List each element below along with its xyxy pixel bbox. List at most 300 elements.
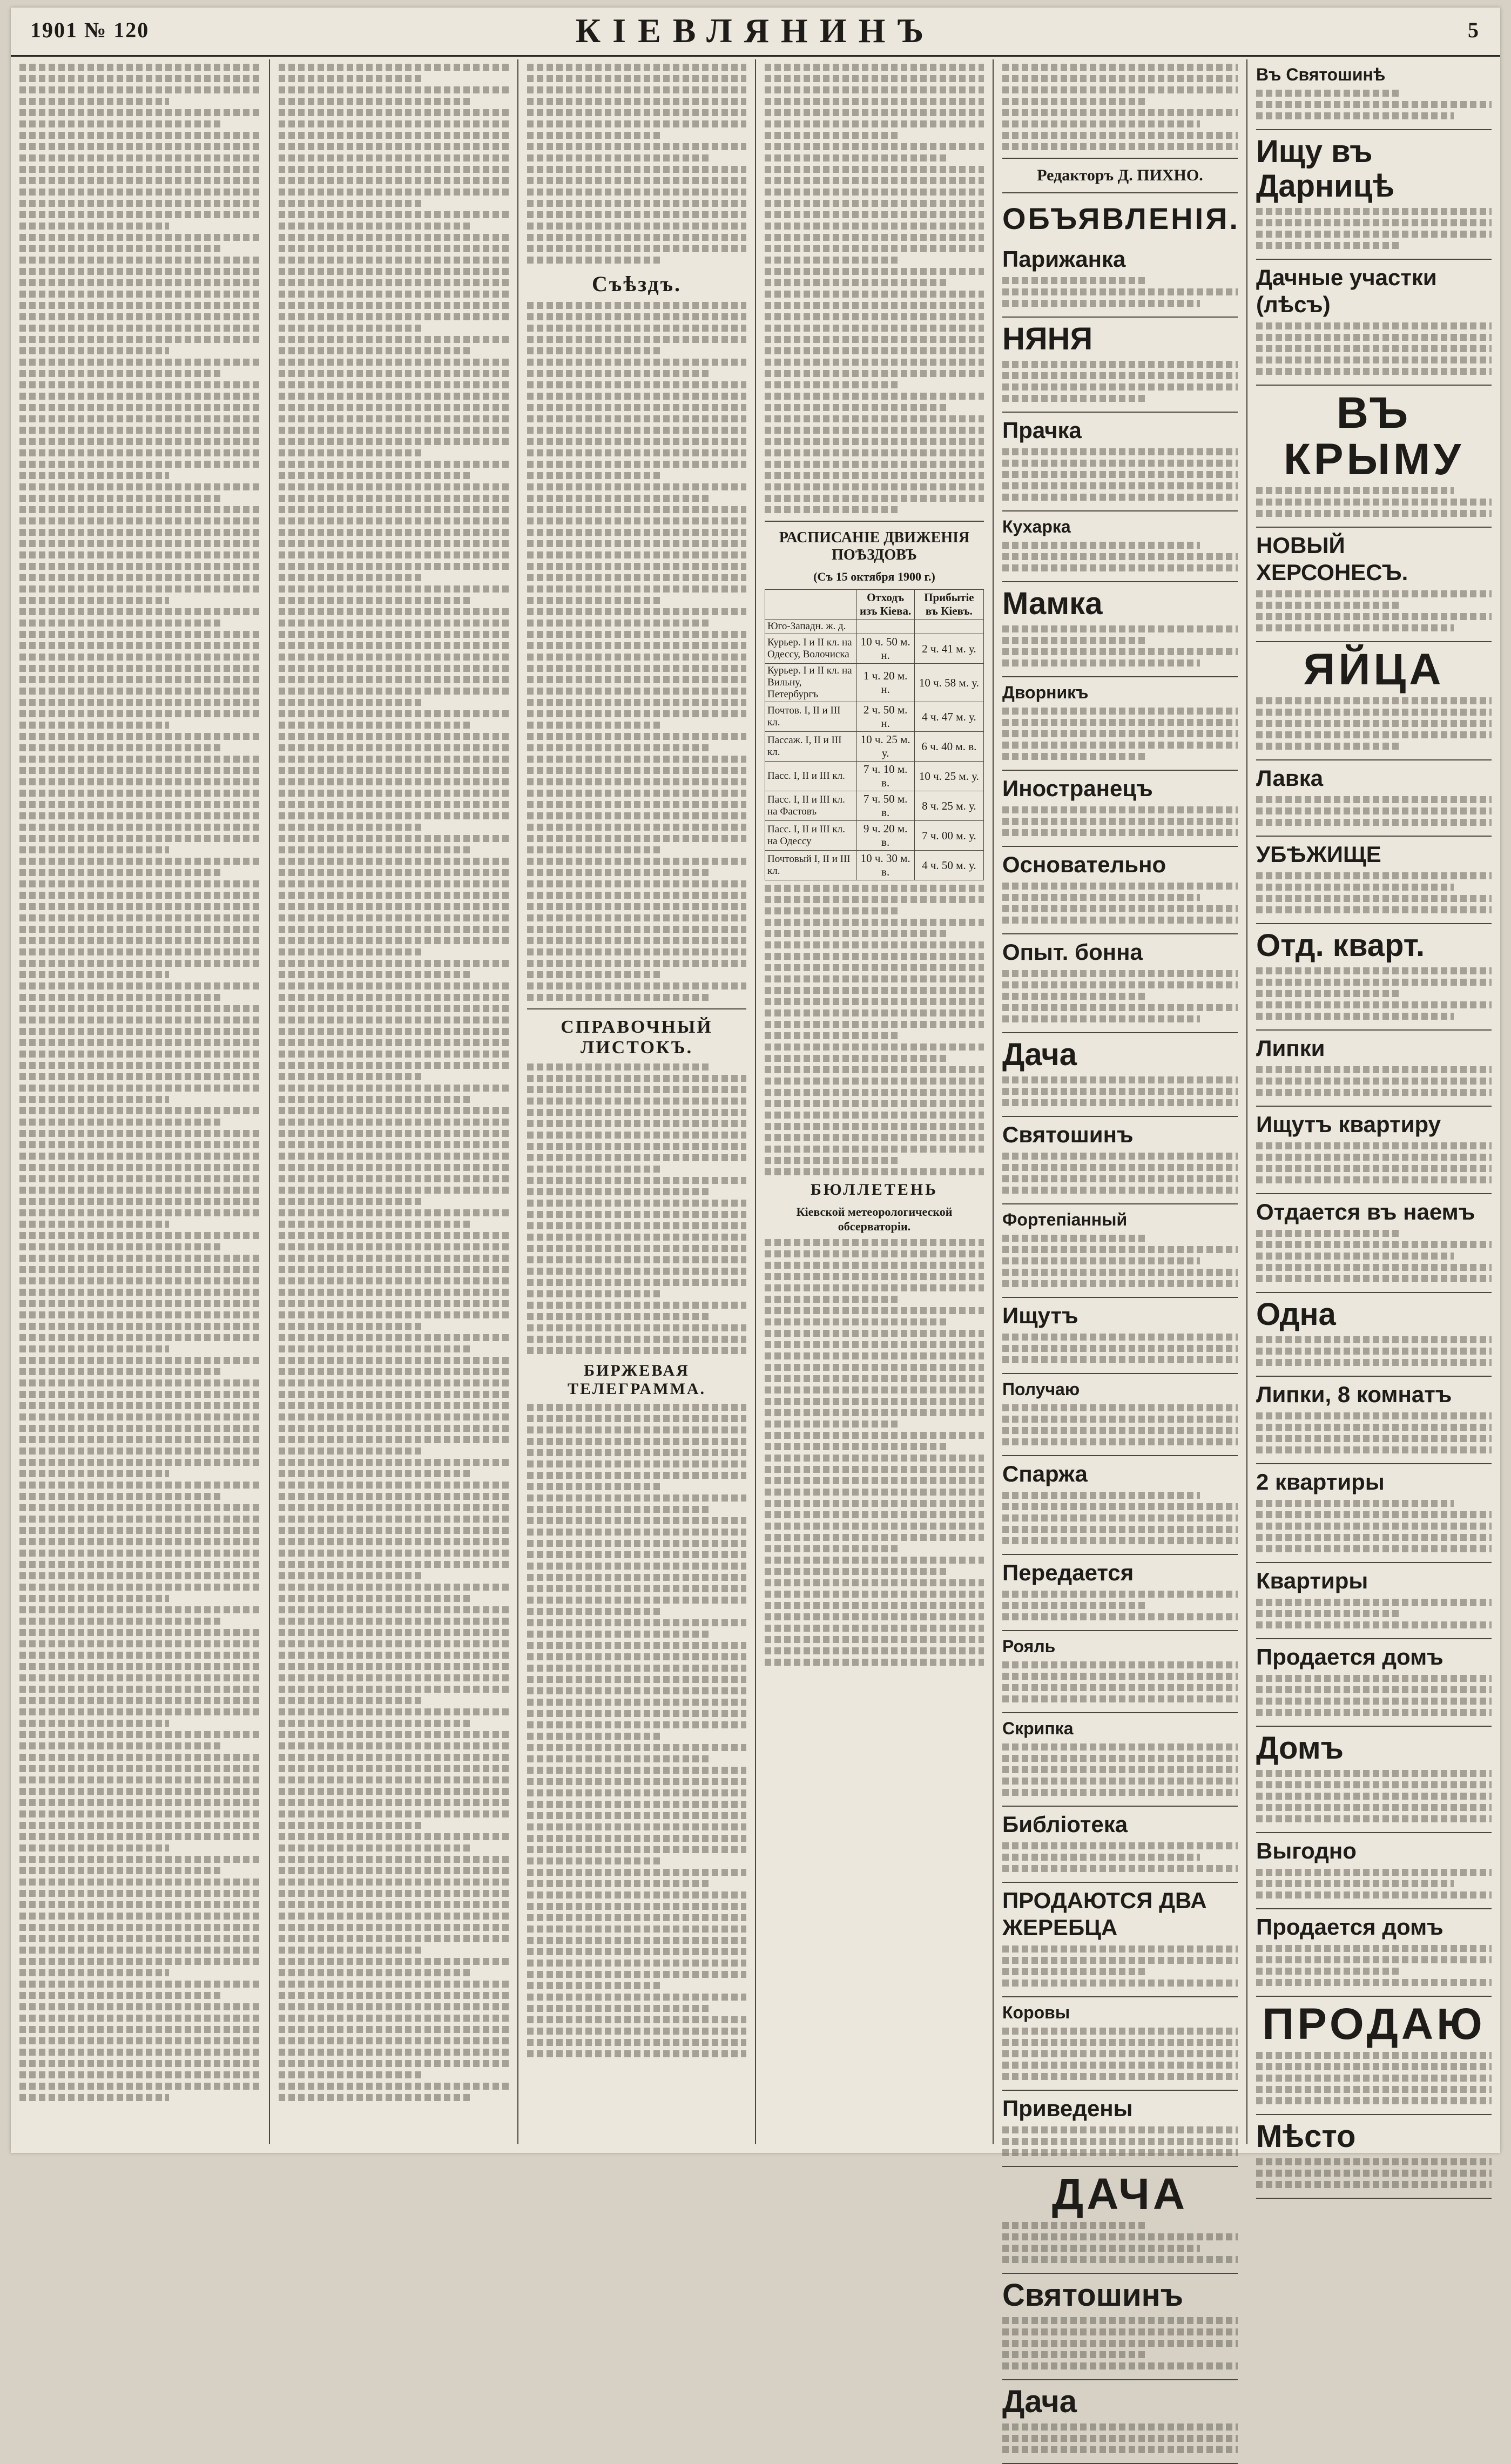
text-line	[765, 1466, 984, 1473]
text-line	[19, 2003, 260, 2010]
text-line	[279, 132, 509, 139]
text-line	[19, 1504, 260, 1511]
text-line	[765, 86, 984, 93]
ad-headline: Спаржа	[1002, 1461, 1088, 1486]
text-line	[19, 744, 222, 751]
text-line	[765, 1341, 984, 1348]
text-line	[19, 461, 260, 468]
masthead	[11, 8, 1500, 57]
text-line	[1002, 905, 1238, 912]
text-line	[279, 1901, 509, 1908]
ad-body	[1002, 542, 1238, 571]
text-line	[279, 835, 509, 842]
text-line	[765, 1284, 984, 1291]
text-line	[279, 2094, 472, 2101]
text-line	[1256, 1599, 1492, 1606]
text-line	[279, 279, 509, 286]
text-line	[527, 1154, 746, 1161]
timetable-cell-depart: 7 ч. 10 м. в.	[856, 762, 914, 791]
text-line	[279, 563, 509, 570]
text-line	[1256, 1610, 1402, 1617]
text-line	[1256, 906, 1492, 913]
timetable-cell-route: Пасс. I, II и III кл.	[765, 762, 857, 791]
text-line	[527, 336, 746, 343]
text-line	[19, 1640, 260, 1647]
text-line	[19, 506, 260, 513]
text-line	[19, 268, 260, 275]
classified-ad	[1256, 1727, 1492, 1833]
classified-ad	[1002, 1204, 1238, 1298]
text-line	[19, 404, 260, 411]
ad-body	[1002, 1076, 1238, 1106]
text-line	[19, 1833, 260, 1840]
text-line	[765, 1602, 984, 1609]
text-line	[527, 1268, 746, 1275]
text-line	[1256, 1359, 1492, 1366]
text-line	[527, 1483, 663, 1490]
text-line	[527, 449, 746, 456]
text-line	[19, 1039, 260, 1046]
column-5	[994, 59, 1247, 2419]
text-line	[279, 1459, 509, 1466]
text-line	[19, 1198, 260, 1205]
text-line	[1002, 2222, 1148, 2229]
text-line	[19, 1856, 260, 1863]
text-line	[527, 1302, 746, 1309]
text-line	[527, 699, 746, 706]
text-line	[279, 1867, 509, 1874]
text-line	[765, 143, 984, 150]
text-line	[1002, 460, 1238, 467]
ad-headline: Одна	[1256, 1297, 1336, 1332]
text-line	[19, 778, 260, 785]
text-line	[1002, 1187, 1238, 1194]
text-line	[1256, 1241, 1492, 1248]
text-line	[19, 1947, 260, 1954]
text-line	[1002, 372, 1238, 379]
text-line	[1002, 1602, 1148, 1609]
text-line	[765, 427, 984, 434]
text-line	[1002, 1269, 1238, 1276]
text-line	[527, 1994, 746, 2001]
text-line	[279, 1595, 472, 1602]
text-line	[1256, 1781, 1492, 1788]
text-line	[19, 529, 260, 536]
text-line	[527, 1200, 746, 1207]
text-line	[1256, 1275, 1492, 1282]
text-line	[1002, 2423, 1238, 2431]
text-line	[19, 1516, 260, 1523]
text-line	[279, 892, 509, 899]
text-line	[279, 903, 509, 910]
text-line	[19, 1742, 222, 1749]
article-text	[527, 64, 746, 264]
column-2	[270, 59, 518, 2144]
text-line	[765, 1112, 984, 1119]
classified-ad	[1002, 1117, 1238, 1204]
text-line	[527, 688, 746, 695]
text-line	[1002, 1591, 1238, 1598]
ad-body	[1256, 1770, 1492, 1822]
text-line	[279, 64, 509, 71]
timetable-cell-depart: 2 ч. 50 м. н.	[856, 702, 914, 732]
text-line	[765, 415, 984, 422]
text-line	[279, 869, 509, 876]
newspaper-page	[11, 8, 1500, 2419]
text-line	[279, 1504, 509, 1511]
classified-ad	[1256, 837, 1492, 924]
text-line	[1002, 1755, 1238, 1762]
text-line	[279, 200, 421, 207]
section-heading: Съѣздъ.	[591, 272, 682, 296]
notice-text	[1002, 64, 1238, 150]
column-3	[518, 59, 756, 2144]
text-line	[279, 1187, 509, 1194]
ad-body	[1256, 1066, 1492, 1096]
text-line	[527, 1449, 746, 1456]
text-line	[1002, 1503, 1238, 1510]
text-line	[765, 1250, 984, 1257]
text-line	[279, 1629, 509, 1636]
ad-headline: Опыт. бонна	[1002, 939, 1143, 965]
text-line	[1256, 1880, 1454, 1887]
text-line	[765, 919, 984, 926]
text-line	[1256, 487, 1454, 494]
text-line	[765, 1386, 984, 1393]
text-line	[1002, 1334, 1238, 1341]
timetable-cell-depart	[856, 620, 914, 634]
ad-headline: Дача	[1002, 2384, 1077, 2419]
text-line	[527, 1472, 746, 1479]
text-line	[527, 676, 746, 683]
text-line	[279, 1788, 509, 1795]
text-line	[1002, 2435, 1238, 2442]
timetable-cell-route: Юго-Западн. ж. д.	[765, 620, 857, 634]
column-1	[11, 59, 270, 2144]
timetable-cell-route: Пасс. I, II и III кл. на Фастовъ	[765, 791, 857, 821]
text-line	[1002, 894, 1200, 901]
text-line	[19, 1391, 260, 1398]
timetable-col-arrive: Прибытіе въ Кіевъ.	[914, 590, 983, 620]
text-line	[1256, 1348, 1492, 1355]
text-line	[279, 1969, 472, 1976]
text-line	[19, 1924, 260, 1931]
text-line	[19, 1107, 260, 1114]
text-line	[1002, 981, 1238, 988]
text-line	[1256, 219, 1492, 226]
text-line	[19, 2049, 260, 2056]
text-line	[1002, 818, 1238, 825]
text-line	[1002, 2233, 1238, 2240]
ad-headline: Прачка	[1002, 418, 1082, 443]
text-line	[19, 1425, 260, 1432]
text-line	[765, 1579, 984, 1586]
text-line	[1256, 231, 1492, 238]
text-line	[765, 483, 984, 490]
text-line	[1256, 368, 1492, 375]
ad-headline: ЯЙЦА	[1303, 645, 1445, 694]
classified-ad	[1256, 260, 1492, 386]
text-line	[279, 302, 509, 309]
ad-body	[1256, 1599, 1492, 1628]
ad-headline: Продается домъ	[1256, 1644, 1443, 1669]
text-line	[279, 2071, 421, 2078]
timetable-cell-arrive: 4 ч. 50 м. у.	[914, 851, 983, 880]
text-line	[765, 1432, 984, 1439]
text-line	[1002, 829, 1238, 836]
text-line	[279, 1107, 509, 1114]
text-line	[1256, 884, 1454, 891]
text-line	[1002, 2245, 1200, 2252]
text-line	[19, 132, 260, 139]
text-line	[765, 964, 984, 971]
text-line	[279, 325, 421, 332]
text-line	[1256, 510, 1492, 517]
classified-ad	[1256, 130, 1492, 260]
text-line	[527, 381, 746, 388]
text-line	[527, 880, 746, 887]
text-line	[765, 1500, 984, 1507]
text-line	[1002, 2062, 1238, 2069]
text-line	[1256, 1154, 1492, 1161]
text-line	[527, 982, 746, 989]
text-line	[527, 1279, 746, 1286]
text-line	[765, 907, 901, 914]
ad-headline: Дворникъ	[1002, 683, 1089, 702]
classified-ad	[1002, 1807, 1238, 1883]
text-line	[1002, 1957, 1238, 1964]
text-line	[19, 302, 260, 309]
text-line	[527, 1256, 746, 1263]
text-line	[19, 1708, 260, 1715]
ad-body	[1256, 1336, 1492, 1366]
text-line	[19, 1141, 260, 1148]
text-line	[527, 1517, 746, 1524]
text-line	[279, 824, 421, 831]
text-line	[279, 370, 509, 377]
text-line	[19, 1345, 169, 1352]
text-line	[19, 710, 260, 717]
text-line	[1002, 564, 1238, 571]
text-line	[279, 529, 509, 536]
text-line	[527, 245, 746, 252]
ad-body	[1002, 1743, 1238, 1796]
text-line	[279, 1368, 509, 1375]
text-line	[1002, 1099, 1238, 1106]
text-line	[279, 982, 509, 989]
text-line	[19, 1277, 260, 1284]
ad-headline: ПРОДАЮ	[1262, 2000, 1486, 2049]
text-line	[1002, 970, 1238, 977]
text-line	[19, 1550, 260, 1557]
text-line	[765, 325, 984, 332]
divider	[527, 1008, 746, 1009]
text-line	[279, 1141, 509, 1148]
text-line	[1256, 709, 1492, 716]
text-line	[279, 1572, 421, 1579]
classified-ad	[1256, 1464, 1492, 1563]
text-line	[765, 109, 984, 116]
classified-ad	[1256, 1639, 1492, 1727]
text-line	[279, 1958, 509, 1965]
text-line	[19, 1209, 260, 1216]
text-line	[19, 1606, 260, 1613]
text-line	[279, 1935, 509, 1942]
text-line	[279, 2015, 509, 2022]
text-line	[1256, 242, 1402, 249]
text-line	[1256, 1176, 1492, 1183]
text-line	[279, 688, 509, 695]
text-line	[1256, 1165, 1492, 1172]
text-line	[19, 1799, 260, 1806]
text-line	[1002, 1684, 1238, 1691]
text-line	[1002, 1153, 1238, 1160]
text-line	[19, 2094, 169, 2101]
text-line	[1002, 637, 1148, 644]
text-line	[19, 2026, 260, 2033]
text-line	[527, 1642, 746, 1649]
text-line	[19, 688, 260, 695]
text-line	[765, 336, 984, 343]
text-line	[527, 846, 663, 853]
text-line	[19, 1119, 222, 1126]
text-line	[279, 1073, 421, 1080]
text-line	[1256, 112, 1454, 119]
ad-headline: Передается	[1002, 1560, 1134, 1585]
ad-headline: Отд. кварт.	[1256, 928, 1425, 963]
ad-headline: Библіотека	[1002, 1812, 1128, 1837]
text-line	[527, 948, 746, 955]
text-line	[19, 982, 260, 989]
text-line	[527, 903, 746, 910]
text-line	[279, 1992, 509, 1999]
text-line	[279, 1947, 421, 1954]
text-line	[19, 1788, 260, 1795]
text-line	[279, 223, 472, 230]
text-line	[765, 953, 984, 960]
text-line	[19, 1527, 260, 1534]
text-line	[527, 506, 746, 513]
text-line	[765, 98, 984, 105]
text-line	[527, 824, 746, 831]
ad-body	[1256, 872, 1492, 913]
text-line	[19, 790, 260, 797]
text-line	[1002, 2126, 1238, 2133]
text-line	[527, 1347, 746, 1354]
text-line	[19, 1867, 222, 1874]
text-line	[1002, 1427, 1238, 1434]
text-line	[527, 1733, 663, 1740]
text-line	[1002, 1345, 1238, 1352]
classified-ad	[1256, 1563, 1492, 1639]
text-line	[527, 710, 746, 717]
text-line	[1002, 1257, 1200, 1264]
ad-headline: 2 квартиры	[1256, 1469, 1385, 1494]
text-line	[765, 1636, 984, 1643]
text-line	[19, 427, 260, 434]
text-line	[19, 313, 260, 320]
text-line	[19, 1379, 260, 1386]
text-line	[279, 1731, 509, 1738]
text-line	[19, 1935, 260, 1942]
timetable-cell-route: Пассаж. I, II и III кл.	[765, 732, 857, 762]
text-line	[19, 1493, 222, 1500]
text-line	[279, 1221, 472, 1228]
text-line	[1002, 1246, 1238, 1253]
text-line	[279, 1470, 472, 1477]
text-line	[279, 415, 509, 422]
text-line	[1256, 1968, 1402, 1975]
text-line	[765, 393, 984, 400]
text-line	[1002, 2050, 1238, 2057]
text-line	[19, 960, 260, 967]
text-line	[1002, 1416, 1238, 1423]
text-line	[19, 971, 169, 978]
columns	[11, 59, 1500, 2419]
text-line	[527, 608, 746, 615]
text-line	[527, 858, 746, 865]
text-line	[527, 767, 746, 774]
text-line	[527, 200, 746, 207]
text-line	[527, 563, 746, 570]
classified-ad	[1256, 760, 1492, 837]
text-line	[19, 154, 260, 161]
text-line	[279, 1175, 509, 1182]
classified-ad	[1002, 582, 1238, 677]
text-line	[279, 86, 509, 93]
text-line	[279, 517, 509, 524]
ad-headline: ДАЧА	[1051, 2170, 1189, 2219]
text-line	[1256, 356, 1492, 363]
text-line	[279, 1697, 421, 1704]
text-line	[279, 1425, 509, 1432]
text-line	[527, 1608, 663, 1615]
text-line	[527, 574, 746, 581]
text-line	[765, 941, 984, 948]
timetable-cell-depart: 10 ч. 50 м. н.	[856, 634, 914, 664]
stock-text	[527, 1404, 746, 2057]
timetable-cell-route: Курьер. I и II кл. на Одессу, Волочиска	[765, 634, 857, 664]
ad-body	[1256, 1945, 1492, 1986]
text-line	[1256, 2158, 1492, 2165]
text-line	[1002, 1356, 1238, 1363]
text-line	[765, 506, 901, 513]
issue-number: 1901 № 120	[30, 18, 150, 42]
text-line	[765, 1134, 984, 1141]
text-line	[19, 1005, 260, 1012]
classified-ad	[1256, 528, 1492, 642]
timetable-cell-route: Почтов. I, II и III кл.	[765, 702, 857, 732]
classified-ad	[1256, 1833, 1492, 1909]
text-line	[279, 642, 509, 649]
text-line	[527, 1903, 746, 1910]
text-line	[19, 597, 169, 604]
divider	[1002, 158, 1238, 159]
text-line	[279, 143, 509, 150]
text-line	[19, 540, 260, 547]
text-line	[19, 1368, 222, 1375]
ad-headline: НЯНЯ	[1002, 321, 1093, 356]
ad-body	[1256, 796, 1492, 826]
page-number: 5	[1468, 18, 1479, 42]
text-line	[527, 1529, 746, 1536]
text-line	[765, 461, 984, 468]
text-line	[527, 1869, 746, 1876]
text-line	[279, 1833, 509, 1840]
text-line	[1256, 1686, 1492, 1693]
text-line	[1002, 1766, 1238, 1773]
text-line	[19, 722, 169, 729]
